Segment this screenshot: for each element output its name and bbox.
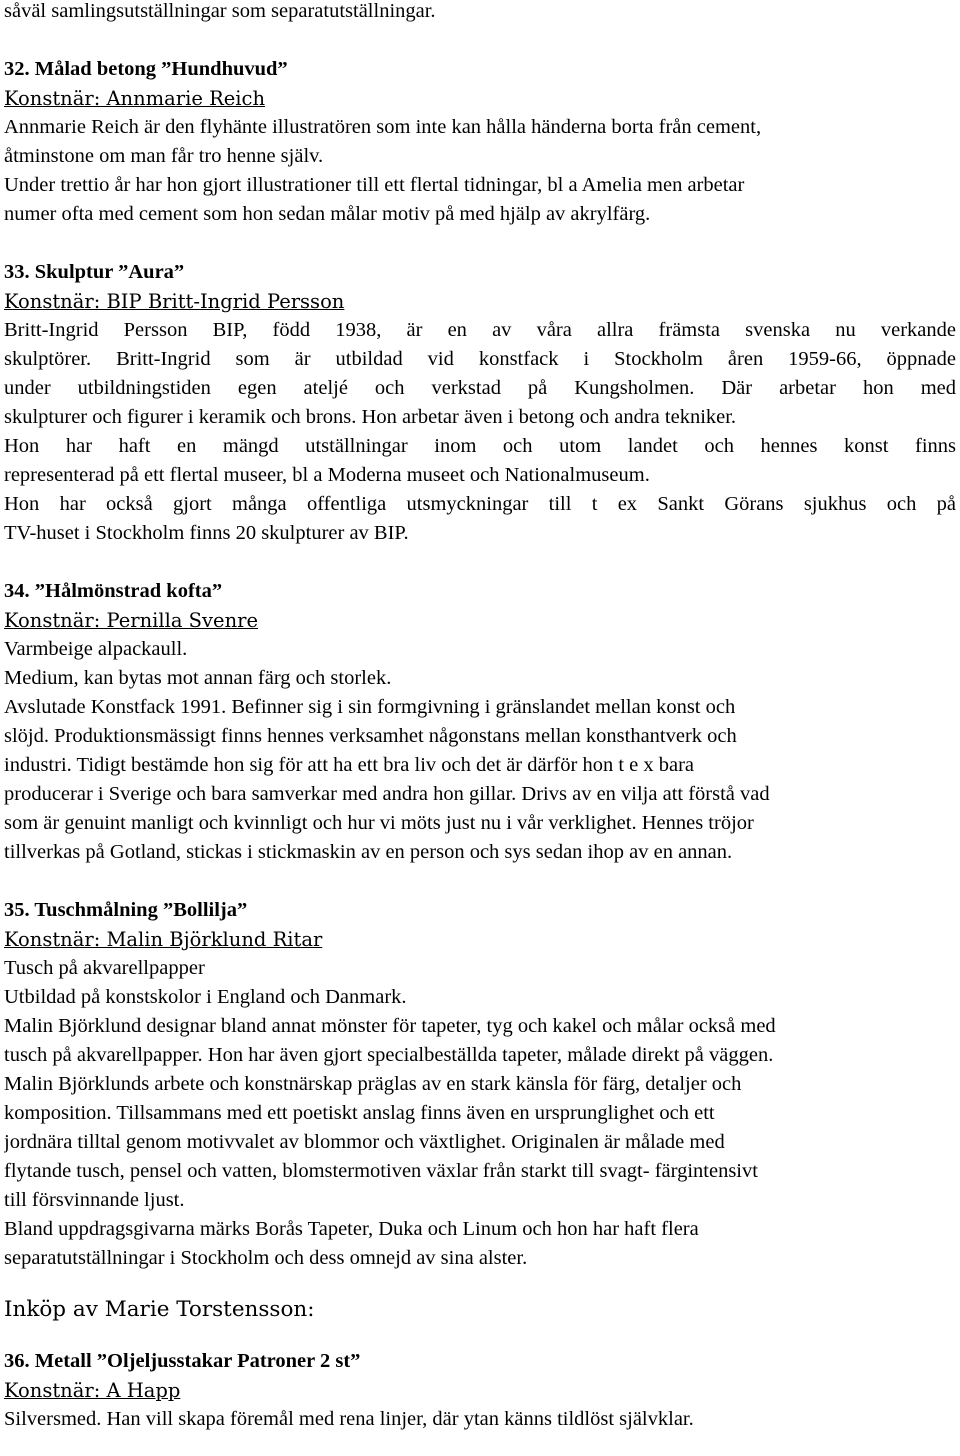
item-text-line: TV-huset i Stockholm finns 20 skulpturer av BIP. <box>4 522 409 544</box>
catalog-item-33 <box>4 258 956 548</box>
item-text-line: Silversmed. Han vill skapa föremål med rena linjer, där ytan känns tildlöst självklar. <box>4 1408 694 1430</box>
item-text-line: skulptörer. Britt-Ingrid som är utbildad vid konstfack i Stockholm åren 1959-66, öppnade <box>4 348 956 370</box>
item-text-line: Hon har också gjort många offentliga utsmyckningar till t ex Sankt Görans sjukhus och på <box>4 493 956 515</box>
item-text-line: slöjd. Produktionsmässigt finns hennes verksamhet någonstans mellan konsthantverk och <box>4 725 737 747</box>
spacer <box>4 867 956 896</box>
item-artist: Konstnär: A Happ <box>4 1379 181 1402</box>
item-text-line: flytande tusch, pensel och vatten, blomstermotiven växlar från starkt till svagt- färgintensivt <box>4 1160 758 1182</box>
item-text-line: åtminstone om man får tro henne själv. <box>4 145 324 167</box>
item-text-line: tillverkas på Gotland, stickas i stickmaskin av en person och sys sedan ihop av en annan. <box>4 841 733 863</box>
item-text-line: Britt-Ingrid Persson BIP, född 1938, är en av våra allra främsta svenska nu verkande <box>4 319 956 341</box>
item-title: 35. Tuschmålning ”Bollilja” <box>4 899 248 921</box>
catalog-item-34 <box>4 577 956 867</box>
item-text-line: Malin Björklund designar bland annat mönster för tapeter, tyg och kakel och målar också med <box>4 1015 776 1037</box>
item-artist: Konstnär: BIP Britt-Ingrid Persson <box>4 290 345 313</box>
item-text-line: Varmbeige alpackaull. <box>4 638 188 660</box>
item-text-line: Bland uppdragsgivarna märks Borås Tapeter, Duka och Linum och hon har haft flera <box>4 1218 699 1240</box>
catalog-item-36 <box>4 1347 956 1434</box>
item-title: 34. ”Hålmönstrad kofta” <box>4 580 223 602</box>
item-title: 36. Metall ”Oljeljusstakar Patroner 2 st” <box>4 1350 361 1372</box>
item-artist: Konstnär: Annmarie Reich <box>4 87 266 110</box>
spacer <box>4 26 956 55</box>
item-text-line: som är genuint manligt och kvinnligt och hur vi möts just nu i vår verklighet. Hennes tröjor <box>4 812 754 834</box>
catalog-item-32 <box>4 55 956 229</box>
spacer <box>4 229 956 258</box>
item-text-line: Medium, kan bytas mot annan färg och storlek. <box>4 667 392 689</box>
spacer <box>4 548 956 577</box>
item-text-line: Malin Björklunds arbete och konstnärskap präglas av en stark känsla för färg, detaljer och <box>4 1073 742 1095</box>
item-text-line: komposition. Tillsammans med ett poetiskt anslag finns även en ursprunglighet och ett <box>4 1102 715 1124</box>
item-text-line: Avslutade Konstfack 1991. Befinner sig i sin formgivning i gränslandet mellan konst och <box>4 696 736 718</box>
item-text-line: Tusch på akvarellpapper <box>4 957 205 979</box>
item-text-line: Under trettio år har hon gjort illustrationer till ett flertal tidningar, bl a Amelia men arbetar <box>4 174 745 196</box>
item-artist: Konstnär: Malin Björklund Ritar <box>4 928 323 951</box>
spacer <box>4 1339 956 1347</box>
catalog-item-35 <box>4 896 956 1273</box>
item-text-line: numer ofta med cement som hon sedan målar motiv på med hjälp av akrylfärg. <box>4 203 651 225</box>
item-text-line: under utbildningstiden egen ateljé och verkstad på Kungsholmen. Där arbetar hon med <box>4 377 956 399</box>
item-text-line: tusch på akvarellpapper. Hon har även gjort specialbeställda tapeter, målade direkt på väggen. <box>4 1044 774 1066</box>
item-text-line: separatutställningar i Stockholm och dess omnejd av sina alster. <box>4 1247 528 1269</box>
item-text-line: industri. Tidigt bestämde hon sig för att ha ett bra liv och det är därför hon t e x bara <box>4 754 695 776</box>
item-text-line: producerar i Sverige och bara samverkar med andra hon gillar. Drivs av en vilja att förstå vad <box>4 783 770 805</box>
intro-tail-text: såväl samlingsutställningar som separatutställningar. <box>4 0 436 22</box>
item-text-line: Annmarie Reich är den flyhänte illustratören som inte kan hålla händerna borta från cement, <box>4 116 762 138</box>
purchase-heading: Inköp av Marie Torstensson: <box>4 1297 315 1322</box>
item-text-line: till försvinnande ljust. <box>4 1189 185 1211</box>
item-title: 32. Målad betong ”Hundhuvud” <box>4 58 288 80</box>
item-text-line: Hon har haft en mängd utställningar inom och utom landet och hennes konst finns <box>4 435 956 457</box>
item-text-line: Utbildad på konstskolor i England och Danmark. <box>4 986 407 1008</box>
item-text-line: skulpturer och figurer i keramik och brons. Hon arbetar även i betong och andra tekniker. <box>4 406 737 428</box>
spacer <box>4 1273 956 1281</box>
item-title: 33. Skulptur ”Aura” <box>4 261 185 283</box>
item-artist: Konstnär: Pernilla Svenre <box>4 609 258 632</box>
item-text-line: representerad på ett flertal museer, bl a Moderna museet och Nationalmuseum. <box>4 464 650 486</box>
item-text-line: jordnära tilltal genom motivvalet av blommor och växtlighet. Originalen är målade med <box>4 1131 725 1153</box>
document-page <box>4 0 956 1434</box>
